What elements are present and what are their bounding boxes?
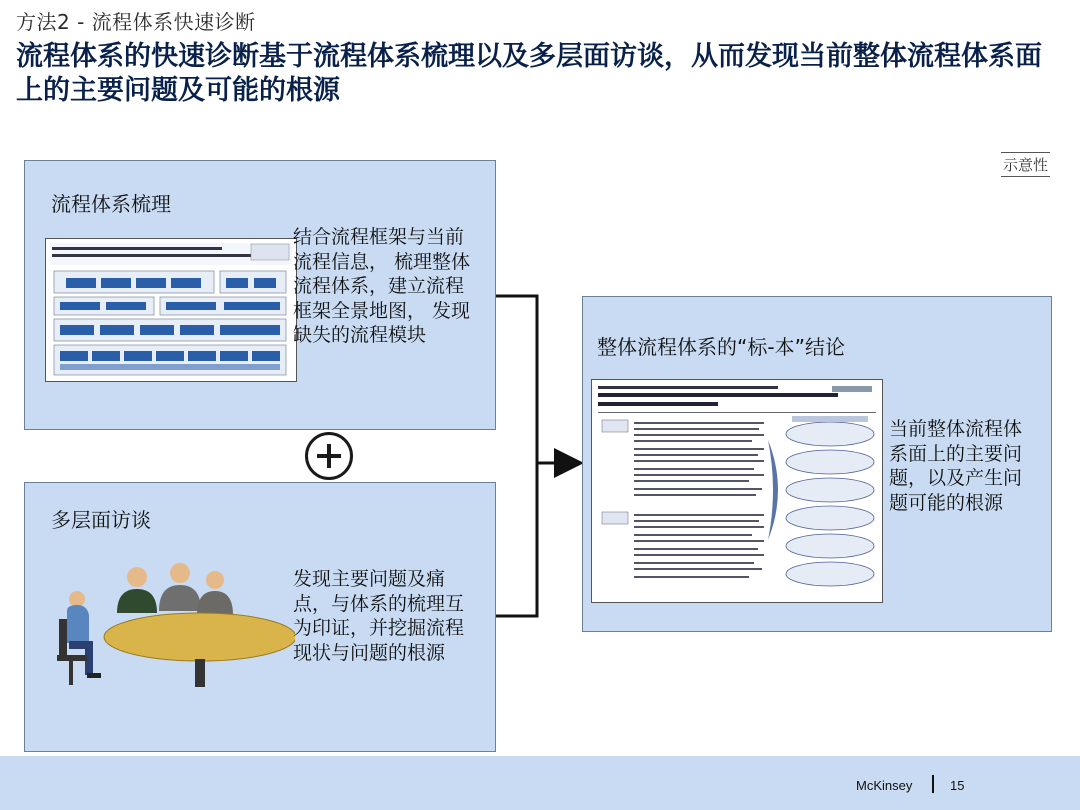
interview-box (24, 482, 496, 752)
interview-text: 发现主要问题及痛点，与体系的梳理互为印证，并挖掘流程现状与问题的根源 (293, 568, 465, 664)
process-review-box (24, 160, 496, 430)
conclusion-thumbnail (591, 379, 883, 603)
connector-top (495, 296, 537, 463)
page-title: 流程体系的快速诊断基于流程体系梳理以及多层面访谈，从而发现当前整体流程体系面上的主要问题及可能的根源 (16, 41, 1042, 106)
interview-title: 多层面访谈 (51, 508, 151, 532)
footer-band (0, 756, 1080, 810)
conclusion-box (582, 296, 1052, 632)
process-review-text: 结合流程框架与当前流程信息， 梳理整体流程体系，建立流程框架全景地图， 发现缺失的流程模块 (293, 226, 471, 346)
meeting-illustration (55, 555, 295, 695)
plus-icon (305, 432, 353, 480)
conclusion-title: 整体流程体系的“标-本”结论 (597, 335, 845, 359)
footer-separator (932, 775, 934, 793)
conclusion-text: 当前整体流程体系面上的主要问题，以及产生问题可能的根源 (889, 418, 1023, 514)
process-map-image (46, 239, 296, 381)
connector-bottom (495, 463, 537, 616)
page-subtitle: 方法2 - 流程体系快速诊断 (16, 10, 256, 34)
brand-name: McKinsey (856, 778, 913, 793)
illustrative-tag: 示意性 (1001, 152, 1050, 177)
page-number: 15 (950, 778, 965, 793)
process-map-thumbnail (45, 238, 297, 382)
process-review-title: 流程体系梳理 (51, 192, 171, 216)
conclusion-image (592, 380, 882, 602)
